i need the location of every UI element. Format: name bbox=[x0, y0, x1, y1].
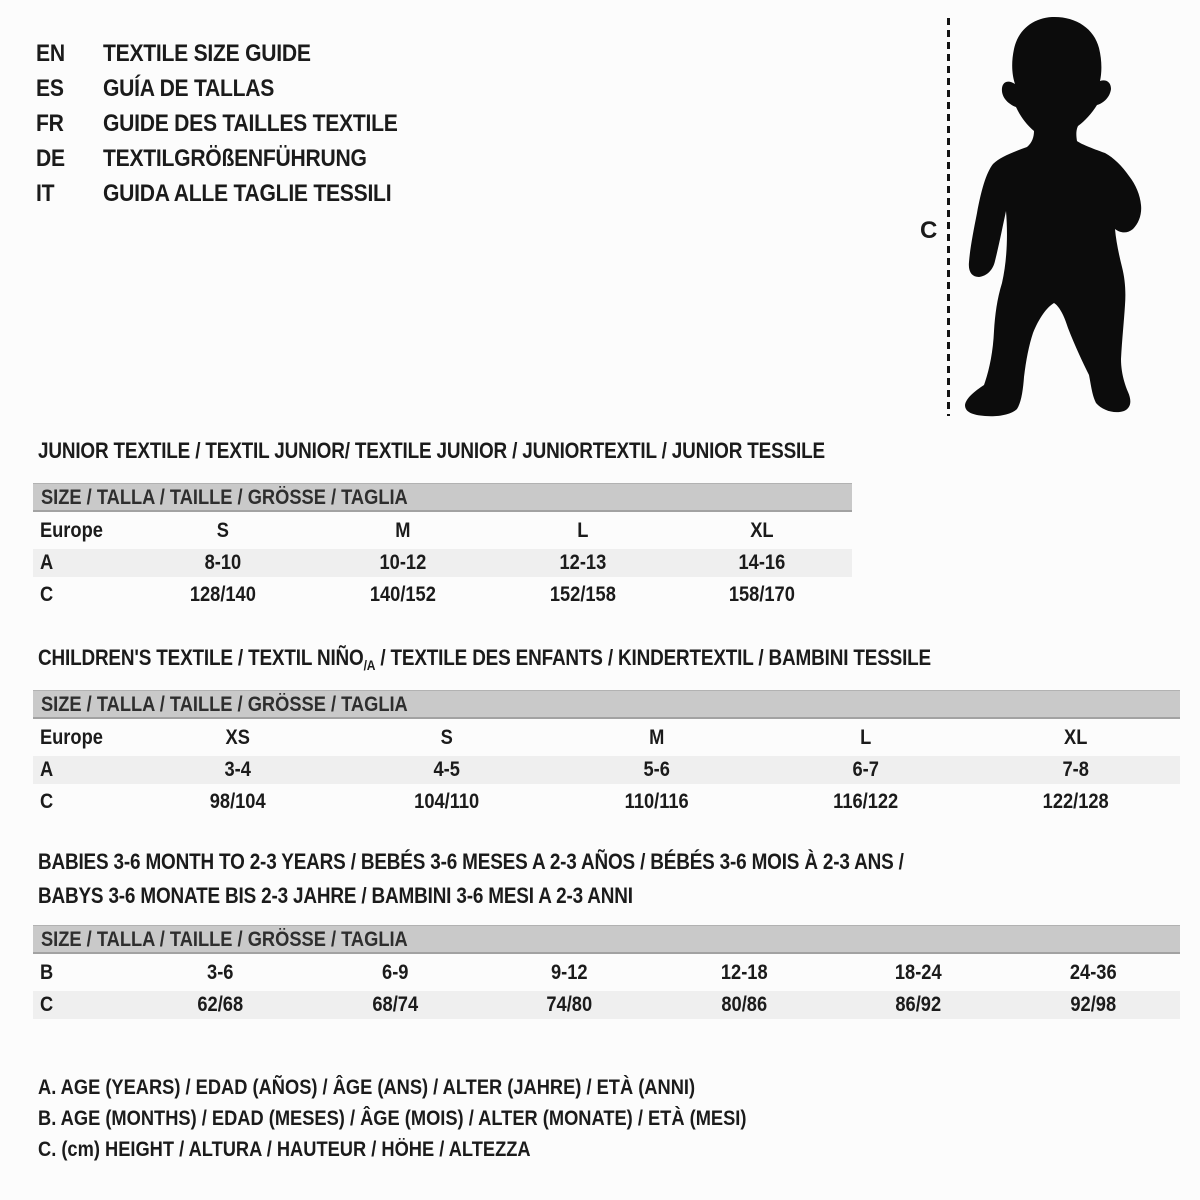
size-cell: 110/116 bbox=[624, 790, 689, 813]
language-row bbox=[36, 176, 438, 211]
babies-size-table bbox=[33, 925, 1180, 1021]
size-cell: L bbox=[576, 519, 588, 542]
height-measure-dashed-line bbox=[947, 18, 950, 416]
legend-line-a: A. AGE (YEARS) / EDAD (AÑOS) / ÂGE (ANS) / ALTER (JAHRE) / ETÀ (ANNI) bbox=[38, 1075, 696, 1099]
table-row bbox=[33, 722, 1180, 754]
size-cell: 116/122 bbox=[833, 790, 899, 813]
table-row bbox=[33, 547, 852, 579]
section-title-junior: JUNIOR TEXTILE / TEXTIL JUNIOR/ TEXTILE JUNIOR / JUNIORTEXTIL / JUNIOR TESSILE bbox=[38, 438, 825, 463]
size-cell: L bbox=[860, 726, 872, 749]
row-label: Europe bbox=[39, 519, 103, 542]
measurement-legend bbox=[38, 1072, 852, 1165]
language-label: TEXTILE SIZE GUIDE bbox=[103, 39, 311, 67]
size-cell: 152/158 bbox=[549, 583, 616, 606]
size-header-bar: SIZE / TALLA / TAILLE / GRÖSSE / TAGLIA bbox=[33, 690, 1180, 719]
size-cell: 8-10 bbox=[204, 551, 242, 574]
row-label: A bbox=[39, 758, 54, 781]
language-code: EN bbox=[36, 39, 65, 67]
table-row bbox=[33, 957, 1180, 989]
size-cell: 7-8 bbox=[1062, 758, 1089, 781]
nino-a-subscript: /A bbox=[363, 657, 376, 673]
size-cell: 4-5 bbox=[433, 758, 461, 781]
table-row bbox=[33, 579, 852, 611]
size-cell: 92/98 bbox=[1069, 993, 1116, 1016]
table-row bbox=[33, 515, 852, 547]
language-row bbox=[36, 141, 438, 176]
size-cell: 98/104 bbox=[209, 790, 266, 813]
language-label: GUIDE DES TAILLES TEXTILE bbox=[103, 109, 398, 137]
language-row bbox=[36, 36, 438, 71]
row-label: C bbox=[39, 790, 54, 813]
language-code: ES bbox=[36, 74, 64, 102]
size-cell: 3-6 bbox=[207, 961, 234, 984]
section-title-children: CHILDREN'S TEXTILE / TEXTIL $NIÑO_{/A}$ / TEXTILE DES ENFANTS / KINDERTEXTIL / BAMBINI TESSILE bbox=[38, 645, 932, 673]
table-row bbox=[33, 989, 1180, 1021]
row-label: B bbox=[39, 961, 54, 984]
size-cell: 5-6 bbox=[643, 758, 670, 781]
size-cell: 140/152 bbox=[369, 583, 436, 606]
size-cell: 122/128 bbox=[1042, 790, 1109, 813]
language-label: GUIDA ALLE TAGLIE TESSILI bbox=[103, 179, 392, 207]
size-cell: 104/110 bbox=[414, 790, 480, 813]
section-title-babies: BABIES 3-6 MONTH TO 2-3 YEARS / BEBÉS 3-6 MESES A 2-3 AÑOS / BÉBÉS 3-6 MOIS À 2-3 ANS / BABYS 3-6 MONATE BIS 2-3 JAHRE / BAMBINI 3-6 MESI A 2-3 ANNI bbox=[38, 849, 904, 908]
language-code: FR bbox=[36, 109, 64, 137]
size-cell: 12-18 bbox=[720, 961, 768, 984]
language-row bbox=[36, 71, 438, 106]
size-cell: 62/68 bbox=[197, 993, 244, 1016]
table-row bbox=[33, 754, 1180, 786]
language-label: GUÍA DE TALLAS bbox=[103, 74, 275, 102]
size-header-bar: SIZE / TALLA / TAILLE / GRÖSSE / TAGLIA bbox=[33, 483, 852, 512]
size-cell: S bbox=[440, 726, 454, 749]
size-cell: 24-36 bbox=[1069, 961, 1117, 984]
children-size-table bbox=[33, 690, 1180, 818]
language-title-list bbox=[36, 36, 438, 211]
size-cell: 74/80 bbox=[546, 993, 593, 1016]
size-cell: 68/74 bbox=[371, 993, 418, 1016]
row-label: A bbox=[39, 551, 54, 574]
size-cell: 158/170 bbox=[729, 583, 796, 606]
row-label: C bbox=[39, 583, 54, 606]
size-cell: 80/86 bbox=[720, 993, 767, 1016]
language-row bbox=[36, 106, 438, 141]
size-cell: M bbox=[648, 726, 665, 749]
size-cell: XS bbox=[225, 726, 250, 749]
size-cell: 86/92 bbox=[895, 993, 942, 1016]
size-cell: 18-24 bbox=[894, 961, 942, 984]
size-cell: 6-9 bbox=[381, 961, 408, 984]
legend-line-c: C. (cm) HEIGHT / ALTURA / HAUTEUR / HÖHE / ALTEZZA bbox=[38, 1137, 531, 1161]
size-cell: 3-4 bbox=[224, 758, 251, 781]
size-cell: 12-13 bbox=[559, 551, 606, 574]
size-cell: 10-12 bbox=[379, 551, 426, 574]
row-label: Europe bbox=[39, 726, 103, 749]
language-code: IT bbox=[36, 179, 55, 207]
size-cell: XL bbox=[1063, 726, 1087, 749]
table-row bbox=[33, 786, 1180, 818]
size-cell: S bbox=[216, 519, 229, 542]
size-cell: XL bbox=[750, 519, 774, 542]
size-header-bar: SIZE / TALLA / TAILLE / GRÖSSE / TAGLIA bbox=[33, 925, 1180, 954]
measure-label-c: C bbox=[920, 217, 938, 244]
size-cell: 14-16 bbox=[738, 551, 786, 574]
size-cell: 6-7 bbox=[852, 758, 880, 781]
language-code: DE bbox=[36, 144, 65, 172]
size-cell: M bbox=[395, 519, 411, 542]
junior-size-table bbox=[33, 483, 852, 611]
row-label: C bbox=[39, 993, 54, 1016]
baby-silhouette-icon bbox=[955, 15, 1155, 455]
language-label: TEXTILGRÖßENFÜHRUNG bbox=[103, 144, 367, 172]
legend-line-b: B. AGE (MONTHS) / EDAD (MESES) / ÂGE (MOIS) / ALTER (MONATE) / ETÀ (MESI) bbox=[38, 1106, 747, 1130]
size-cell: 128/140 bbox=[189, 583, 256, 606]
size-cell: 9-12 bbox=[550, 961, 588, 984]
